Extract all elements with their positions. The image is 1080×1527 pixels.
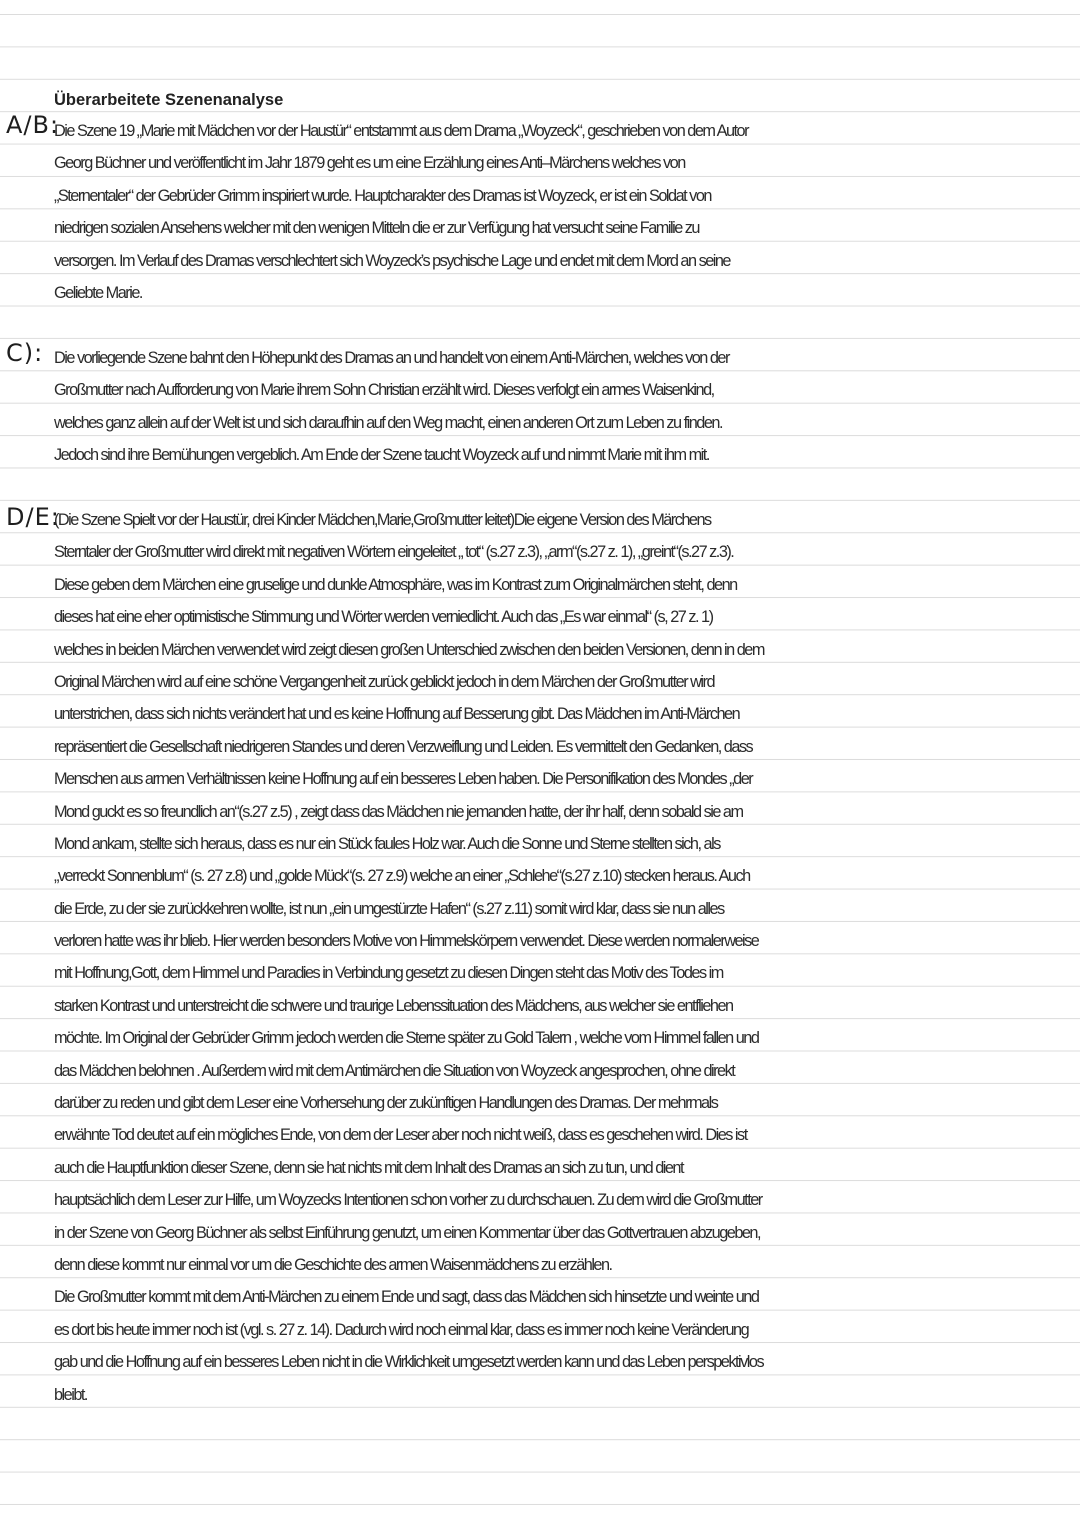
document-title: Überarbeitete Szenenanalyse [54, 91, 284, 109]
text-line: gab und die Hoffnung auf ein besseres Leben nicht in die Wirklichkeit umgesetzt werden kann und das Leben perspektivlos [54, 1353, 764, 1372]
text-line: Menschen aus armen Verhältnissen keine Hoffnung auf ein besseres Leben haben. Die Personifikation des Mondes „der [54, 770, 753, 789]
text-line: (Die Szene Spielt vor der Haustür, drei Kinder Mädchen,Marie,Großmutter leitet)Die eigene Version des Märchens [54, 511, 711, 529]
text-line: Die Großmutter kommt mit dem Anti-Märchen zu einem Ende und sagt, dass das Mädchen sich hinsetzte und weinte und [54, 1288, 759, 1307]
text-line: Mond ankam, stellte sich heraus, dass es nur ein Stück faules Holz war. Auch die Sonne und Sterne stellten sich, als [54, 834, 720, 853]
text-line: die Erde, zu der sie zurückkehren wollte, ist nun „ein umgestürzte Hafen“ (s.27 z.11) somit wird klar, dass sie nun alles [54, 899, 724, 918]
text-line: denn diese kommt nur einmal vor um die Geschichte des armen Waisenmädchens zu erzählen. [54, 1255, 612, 1274]
margin-note-de: D/E: [6, 503, 60, 531]
text-line: „verreckt Sonnenblum“ (s. 27 z.8) und „golde Mück“(s. 27 z.9) welche an einer „Schlehe“(s.27 z.10) stecken heraus. Auch [54, 867, 750, 886]
paragraph-analysis [54, 504, 1054, 1411]
text-line: darüber zu reden und gibt dem Leser eine Vorhersehung der zukünftigen Handlungen des Dramas. Der mehrmals [54, 1094, 718, 1113]
text-line: unterstrichen, dass sich nichts verändert hat und es keine Hoffnung auf Besserung gibt. Das Mädchen im Anti-Märchen [54, 705, 740, 724]
margin-note-ab: A/B: [6, 111, 60, 139]
text-line: in der Szene von Georg Büchner als selbst Einführung genutzt, um einen Kommentar über das Gottvertrauen abzugeben, [54, 1223, 761, 1242]
text-line: starken Kontrast und unterstreicht die schwere und traurige Lebenssituation des Mädchens, aus welcher sie entfliehen [54, 996, 733, 1015]
text-line: verloren hatte was ihr blieb. Hier werden besonders Motive von Himmelskörpern verwendet. Diese werden normalerweise [54, 932, 759, 951]
text-line: „Sternentaler“ der Gebrüder Grimm inspiriert wurde. Hauptcharakter des Dramas ist Woyzeck, er ist ein Soldat von [54, 186, 711, 205]
text-line: hauptsächlich dem Leser zur Hilfe, um Woyzecks Intentionen schon vorher zu durchschauen. Zu dem wird die Großmutter [54, 1191, 762, 1210]
text-line: welches ganz allein auf der Welt ist und sich daraufhin auf den Weg macht, einen anderen Ort zum Leben zu finden. [54, 413, 722, 432]
text-line: versorgen. Im Verlauf des Dramas verschlechtert sich Woyzeck’s psychische Lage und endet mit dem Mord an seine [54, 251, 730, 270]
text-line: Großmutter nach Aufforderung von Marie ihrem Sohn Christian erzählt wird. Dieses verfolgt ein armes Waisenkind, [54, 381, 714, 400]
text-line: erwähnte Tod deutet auf ein mögliches Ende, von dem der Leser aber noch nicht weiß, dass es geschehen wird. Dies ist [54, 1126, 747, 1145]
text-line: Geliebte Marie. [54, 283, 142, 302]
margin-note-c: C): [6, 339, 44, 367]
text-line: Original Märchen wird auf eine schöne Vergangenheit zurück geblickt jedoch in dem Märchen der Großmutter wird [54, 672, 715, 691]
text-line: auch die Hauptfunktion dieser Szene, denn sie hat nichts mit dem Inhalt des Dramas an sich zu tun, und dient [54, 1158, 684, 1177]
text-line: möchte. Im Original der Gebrüder Grimm jedoch werden die Sterne später zu Gold Talern , welche vom Himmel fallen und [54, 1029, 759, 1048]
text-line: das Mädchen belohnen . Außerdem wird mit dem Antimärchen die Situation von Woyzeck angesprochen, ohne direkt [54, 1061, 735, 1080]
text-line: mit Hoffnung,Gott, dem Himmel und Paradies in Verbindung gesetzt zu diesen Dingen steht das Motiv des Todes im [54, 964, 723, 983]
text-line: niedrigen sozialen Ansehens welcher mit den wenigen Mitteln die er zur Verfügung hat versucht seine Familie zu [54, 219, 699, 238]
text-line: bleibt. [54, 1385, 87, 1404]
text-line: Sterntaler der Großmutter wird direkt mit negativen Wörtern eingeleitet „ tot“ (s.27 z.3), „arm“(s.27 z. 1), „greint“(s.27 z.3). [54, 543, 734, 562]
text-line: Georg Büchner und veröffentlicht im Jahr 1879 geht es um eine Erzählung eines Anti–Märchens welches von [54, 154, 685, 173]
text-line: Mond guckt es so freundlich an“(s.27 z.5) , zeigt dass das Mädchen nie jemanden hatte, der ihr half, denn sobald sie am [54, 802, 743, 821]
text-line: Die Szene 19 „Marie mit Mädchen vor der Haustür“ entstammt aus dem Drama „Woyzeck“, geschrieben von dem Autor [54, 122, 749, 140]
paragraph-intro [54, 115, 1054, 309]
text-line: Die vorliegende Szene bahnt den Höhepunkt des Dramas an und handelt von einem Anti-Märchen, welches von der [54, 349, 729, 367]
text-line: Diese geben dem Märchen eine gruselige und dunkle Atmosphäre, was im Kontrast zum Originalmärchen steht, denn [54, 575, 737, 594]
paragraph-summary [54, 342, 1054, 472]
text-line: dieses hat eine eher optimistische Stimmung und Wörter werden verniedlicht. Auch das „Es war einmal“ (s, 27 z. 1) [54, 608, 713, 627]
text-line: es dort bis heute immer noch ist (vgl. s. 27 z. 14). Dadurch wird noch einmal klar, dass es immer noch keine Veränderung [54, 1320, 749, 1339]
text-line: Jedoch sind ihre Bemühungen vergeblich. Am Ende der Szene taucht Woyzeck auf und nimmt Marie mit ihm mit. [54, 446, 709, 465]
text-line: repräsentiert die Gesellschaft niedrigeren Standes und deren Verzweiflung und Leiden. Es vermittelt den Gedanken, dass [54, 737, 753, 756]
text-line: welches in beiden Märchen verwendet wird zeigt diesen großen Unterschied zwischen den beiden Versionen, denn in dem [54, 640, 764, 659]
